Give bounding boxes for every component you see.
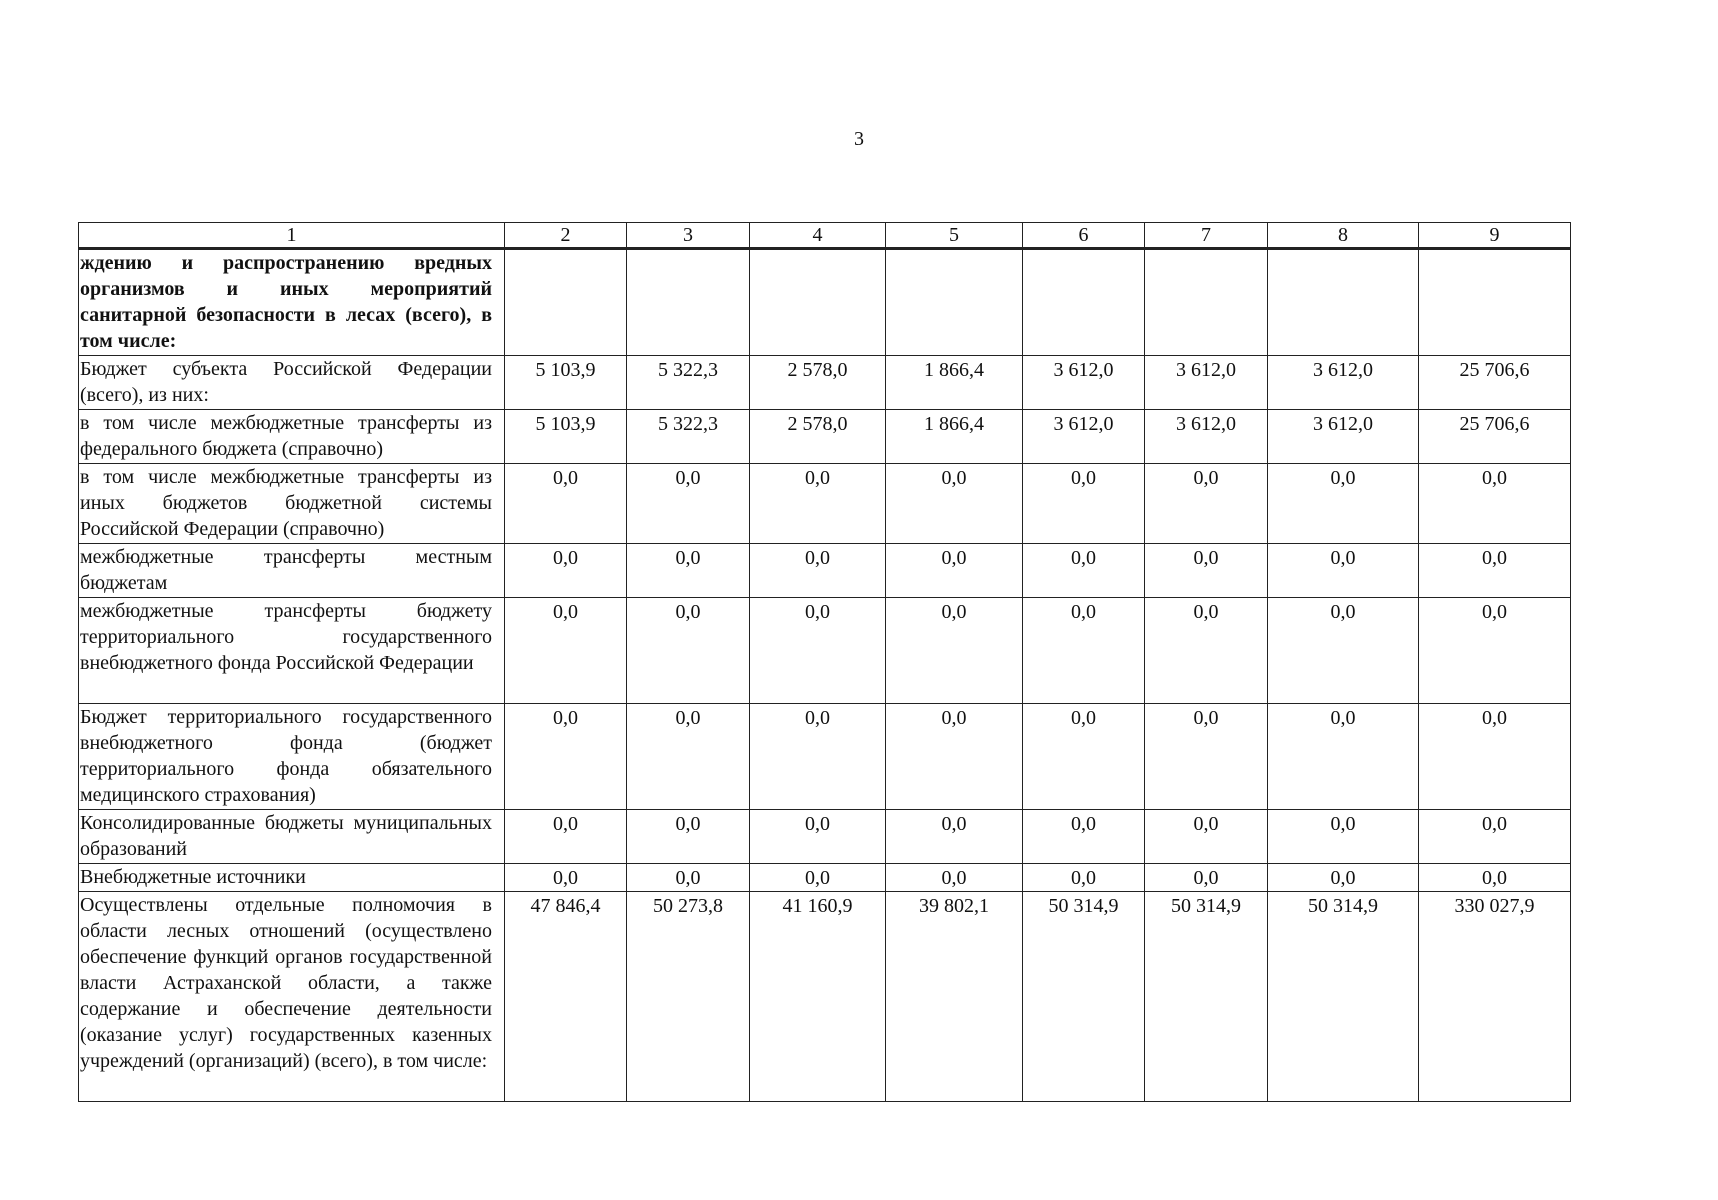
header-row <box>79 223 1571 249</box>
table-cell: 0,0 <box>750 704 886 810</box>
table-row <box>79 544 1571 598</box>
table-cell: 0,0 <box>1268 704 1419 810</box>
table-cell: 0,0 <box>505 464 627 544</box>
table-cell: 0,0 <box>1268 464 1419 544</box>
row-label: межбюджетные трансферты бюджету территориального государственного внебюджетного фонда Российской Федерации <box>79 598 505 704</box>
table-cell: 0,0 <box>1023 864 1145 892</box>
table-cell: 0,0 <box>886 810 1023 864</box>
table-cell: 50 314,9 <box>1023 892 1145 1102</box>
table-cell: 0,0 <box>1145 864 1268 892</box>
table-cell: 0,0 <box>505 704 627 810</box>
table-row <box>79 810 1571 864</box>
table-cell: 41 160,9 <box>750 892 886 1102</box>
column-header-6: 6 <box>1023 223 1145 249</box>
table-cell: 0,0 <box>750 464 886 544</box>
table-cell: 0,0 <box>886 598 1023 704</box>
table-row <box>79 249 1571 356</box>
table-cell: 0,0 <box>1145 704 1268 810</box>
table-cell: 0,0 <box>505 544 627 598</box>
table-cell: 1 866,4 <box>886 410 1023 464</box>
table-cell: 3 612,0 <box>1023 356 1145 410</box>
table-cell: 0,0 <box>1268 864 1419 892</box>
row-label: межбюджетные трансферты местным бюджетам <box>79 544 505 598</box>
table-cell <box>1268 249 1419 356</box>
table-cell: 0,0 <box>505 864 627 892</box>
row-label: ждению и распространению вредных организмов и иных мероприятий санитарной безопасности в лесах (всего), в том числе: <box>79 249 505 356</box>
table-cell: 0,0 <box>886 544 1023 598</box>
table-cell: 0,0 <box>1419 598 1571 704</box>
column-header-1: 1 <box>79 223 505 249</box>
table-cell: 3 612,0 <box>1145 356 1268 410</box>
table-cell: 0,0 <box>1023 464 1145 544</box>
table-cell: 25 706,6 <box>1419 410 1571 464</box>
table-cell <box>1023 249 1145 356</box>
table-cell: 0,0 <box>627 544 750 598</box>
table-cell: 0,0 <box>1023 704 1145 810</box>
table-body <box>79 249 1571 1102</box>
column-header-4: 4 <box>750 223 886 249</box>
table-cell <box>750 249 886 356</box>
table-cell: 50 314,9 <box>1268 892 1419 1102</box>
table-cell: 0,0 <box>1023 810 1145 864</box>
table-cell: 5 322,3 <box>627 356 750 410</box>
table-row <box>79 704 1571 810</box>
table-cell: 0,0 <box>1145 598 1268 704</box>
table-row <box>79 356 1571 410</box>
table-cell: 0,0 <box>750 544 886 598</box>
table-cell: 5 103,9 <box>505 410 627 464</box>
table-cell: 50 273,8 <box>627 892 750 1102</box>
row-label: Бюджет субъекта Российской Федерации (всего), из них: <box>79 356 505 410</box>
column-header-9: 9 <box>1419 223 1571 249</box>
table-header <box>79 223 1571 249</box>
table-cell <box>1419 249 1571 356</box>
column-header-7: 7 <box>1145 223 1268 249</box>
budget-table <box>78 222 1571 1102</box>
table-cell: 3 612,0 <box>1268 356 1419 410</box>
page-number: 3 <box>854 128 864 150</box>
table-cell: 0,0 <box>505 598 627 704</box>
table-row <box>79 892 1571 1102</box>
table-cell <box>627 249 750 356</box>
table-row <box>79 464 1571 544</box>
table-cell: 5 322,3 <box>627 410 750 464</box>
table-cell: 0,0 <box>750 864 886 892</box>
row-label: Осуществлены отдельные полномочия в области лесных отношений (осуществлено обеспечение функций органов государственной власти Астраханской области, а также содержание и обеспечение деятельности (оказание услуг) государственных казенных учреждений (организаций) (всего), в том числе: <box>79 892 505 1102</box>
row-label: Внебюджетные источники <box>79 864 505 892</box>
table-row <box>79 598 1571 704</box>
table-cell: 0,0 <box>1023 544 1145 598</box>
table-cell: 0,0 <box>505 810 627 864</box>
table-row <box>79 864 1571 892</box>
table-cell: 2 578,0 <box>750 410 886 464</box>
table-cell: 0,0 <box>1145 464 1268 544</box>
table-cell: 0,0 <box>1145 810 1268 864</box>
table-cell: 0,0 <box>627 704 750 810</box>
table-cell <box>1145 249 1268 356</box>
table-cell: 0,0 <box>886 704 1023 810</box>
table-cell: 0,0 <box>1268 544 1419 598</box>
table-cell: 3 612,0 <box>1145 410 1268 464</box>
table-cell: 3 612,0 <box>1023 410 1145 464</box>
column-header-3: 3 <box>627 223 750 249</box>
table-cell: 330 027,9 <box>1419 892 1571 1102</box>
table-cell: 0,0 <box>1268 810 1419 864</box>
row-label: в том числе межбюджетные трансферты из федерального бюджета (справочно) <box>79 410 505 464</box>
table-cell: 0,0 <box>750 598 886 704</box>
table-cell: 0,0 <box>1419 704 1571 810</box>
table-cell: 0,0 <box>1419 544 1571 598</box>
table-cell: 5 103,9 <box>505 356 627 410</box>
table-cell: 3 612,0 <box>1268 410 1419 464</box>
table-cell: 25 706,6 <box>1419 356 1571 410</box>
table-cell: 0,0 <box>627 810 750 864</box>
table-cell: 0,0 <box>1145 544 1268 598</box>
table-cell: 0,0 <box>1419 464 1571 544</box>
table-cell: 2 578,0 <box>750 356 886 410</box>
row-label: в том числе межбюджетные трансферты из иных бюджетов бюджетной системы Российской Федерации (справочно) <box>79 464 505 544</box>
row-label: Консолидированные бюджеты муниципальных образований <box>79 810 505 864</box>
row-label: Бюджет территориального государственного внебюджетного фонда (бюджет территориального фонда обязательного медицинского страхования) <box>79 704 505 810</box>
table-cell <box>886 249 1023 356</box>
column-header-8: 8 <box>1268 223 1419 249</box>
table-cell <box>505 249 627 356</box>
table-cell: 1 866,4 <box>886 356 1023 410</box>
table-row <box>79 410 1571 464</box>
table-cell: 0,0 <box>1419 864 1571 892</box>
table-cell: 0,0 <box>627 464 750 544</box>
table-cell: 0,0 <box>886 864 1023 892</box>
table-cell: 0,0 <box>627 598 750 704</box>
table-cell: 39 802,1 <box>886 892 1023 1102</box>
table-cell: 0,0 <box>886 464 1023 544</box>
table-cell: 0,0 <box>1268 598 1419 704</box>
table-cell: 0,0 <box>750 810 886 864</box>
table-cell: 50 314,9 <box>1145 892 1268 1102</box>
column-header-5: 5 <box>886 223 1023 249</box>
table-cell: 0,0 <box>627 864 750 892</box>
table-cell: 0,0 <box>1419 810 1571 864</box>
table-cell: 0,0 <box>1023 598 1145 704</box>
column-header-2: 2 <box>505 223 627 249</box>
table-cell: 47 846,4 <box>505 892 627 1102</box>
